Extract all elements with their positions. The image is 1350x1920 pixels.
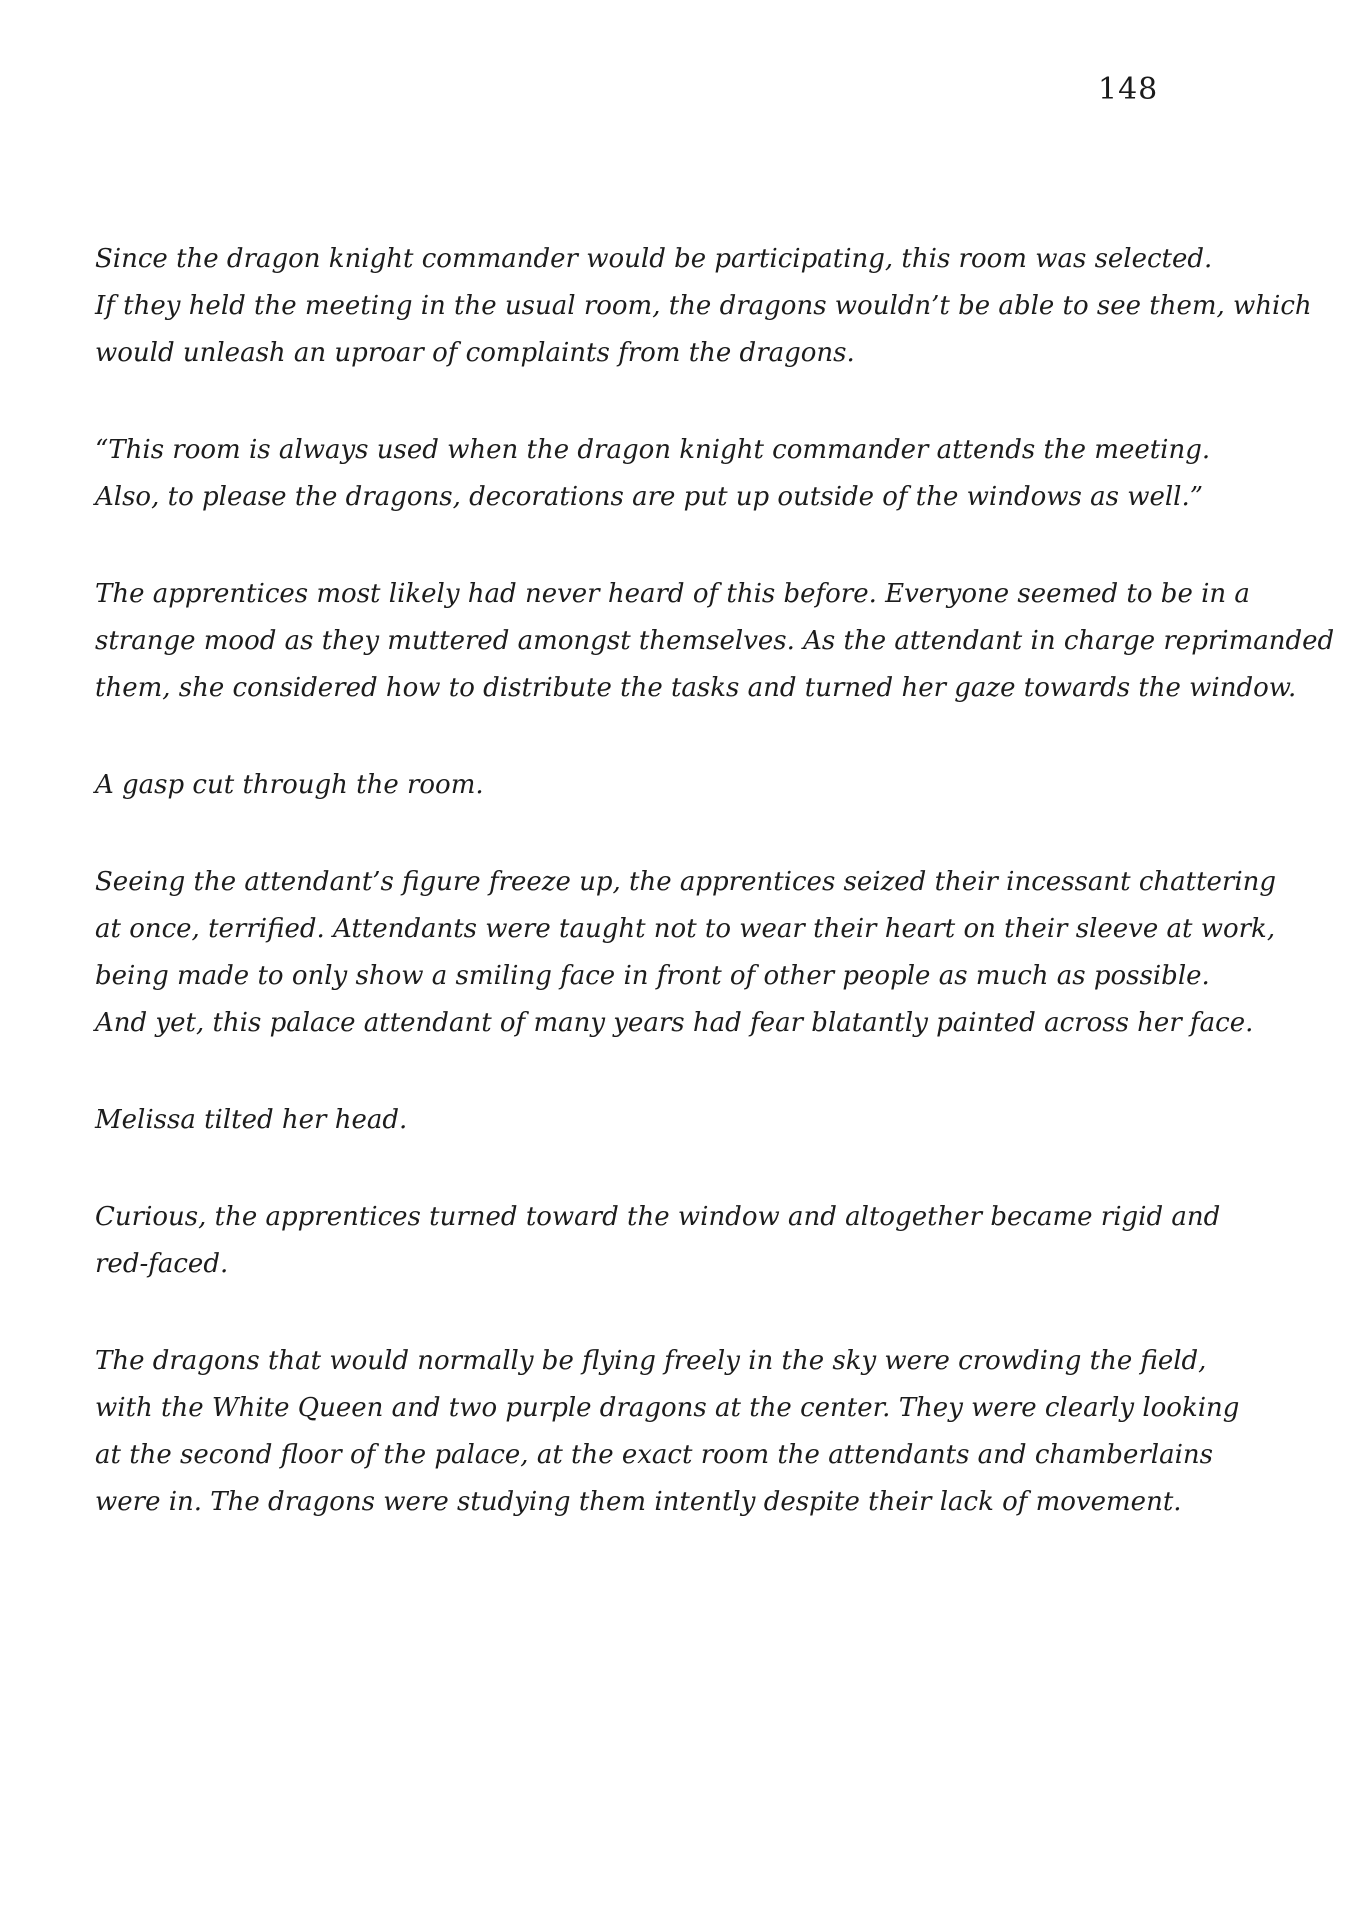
paragraph	[95, 427, 1290, 521]
text-line: strange mood as they muttered amongst themselves. As the attendant in charge reprimanded	[95, 626, 1335, 656]
body-text	[95, 236, 1335, 1576]
text-line: Seeing the attendant’s figure freeze up, the apprentices seized their incessant chattering	[95, 867, 1277, 897]
text-line: red-faced.	[95, 1249, 229, 1279]
text-line: at once, terrified. Attendants were taught not to wear their heart on their sleeve at work,	[95, 914, 1276, 944]
text-line: at the second floor of the palace, at the exact room the attendants and chamberlains	[95, 1440, 1213, 1470]
paragraph	[95, 236, 1312, 377]
text-line: Since the dragon knight commander would be participating, this room was selected.	[95, 244, 1213, 274]
text-line: Melissa tilted her head.	[95, 1105, 408, 1135]
text-line: Curious, the apprentices turned toward the window and altogether became rigid and	[95, 1202, 1221, 1232]
paragraph	[95, 1338, 1290, 1526]
text-line: Also, to please the dragons, decorations are put up outside of the windows as well.”	[95, 482, 1204, 512]
paragraph	[95, 762, 1290, 809]
text-line: A gasp cut through the room.	[95, 770, 484, 800]
paragraph	[95, 1194, 1290, 1288]
text-line: would unleash an uproar of complaints from the dragons.	[95, 338, 855, 368]
text-line: And yet, this palace attendant of many years had fear blatantly painted across her face.	[95, 1008, 1254, 1038]
page-number: 148	[1098, 72, 1159, 107]
text-line: with the White Queen and two purple dragons at the center. They were clearly looking	[95, 1393, 1240, 1423]
paragraph	[95, 859, 1290, 1047]
text-line: The apprentices most likely had never heard of this before. Everyone seemed to be in a	[95, 579, 1250, 609]
text-line: being made to only show a smiling face in front of other people as much as possible.	[95, 961, 1210, 991]
text-line: If they held the meeting in the usual room, the dragons wouldn’t be able to see them, which	[95, 291, 1312, 321]
text-line: “This room is always used when the dragon knight commander attends the meeting.	[95, 435, 1211, 465]
text-line: were in. The dragons were studying them intently despite their lack of movement.	[95, 1487, 1182, 1517]
paragraph	[95, 1097, 1290, 1144]
text-line: them, she considered how to distribute the tasks and turned her gaze towards the window.	[95, 673, 1297, 703]
paragraph	[95, 571, 1335, 712]
text-line: The dragons that would normally be flying freely in the sky were crowding the field,	[95, 1346, 1207, 1376]
